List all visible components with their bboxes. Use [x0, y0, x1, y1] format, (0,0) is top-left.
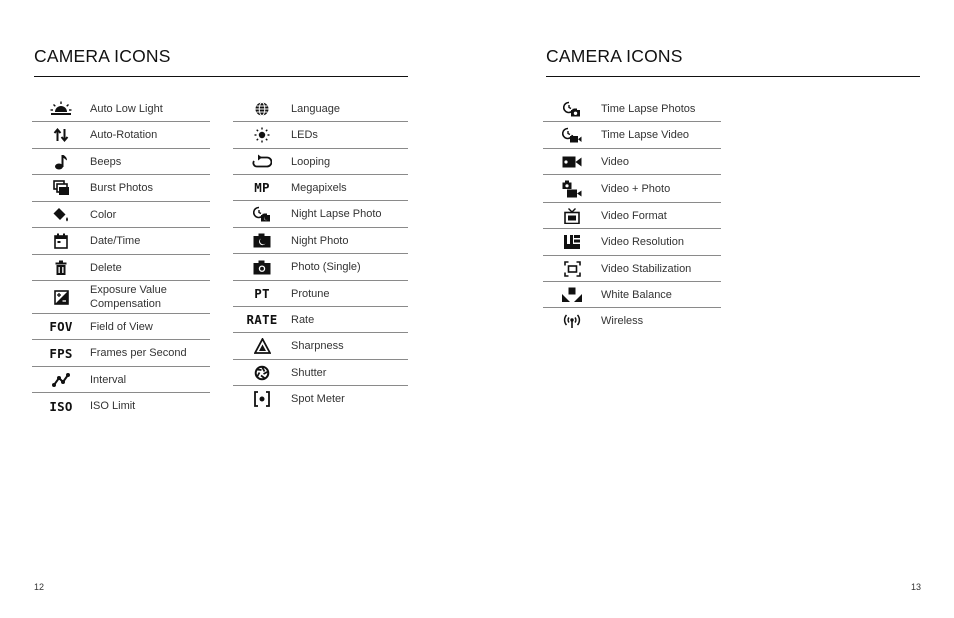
icon-list-item	[233, 360, 408, 386]
icon-list-column-2	[233, 96, 408, 412]
megapixels-icon	[233, 180, 291, 195]
icon-label: Night Photo	[291, 234, 349, 247]
icon-list-item	[233, 96, 408, 122]
icon-label: ISO Limit	[90, 400, 136, 412]
icon-label: Date/Time	[90, 235, 141, 247]
spot-meter-icon	[233, 391, 291, 407]
icon-list-item	[543, 203, 721, 229]
icon-list-item	[32, 281, 210, 314]
icon-label: Video + Photo	[601, 182, 671, 195]
icon-label: Spot Meter	[291, 393, 345, 405]
icon-glyph-text: ISO	[49, 398, 73, 414]
icon-label: Video Stabilization	[601, 262, 692, 275]
photo-single-icon	[233, 260, 291, 275]
video-format-icon	[543, 208, 601, 224]
icon-list-item	[543, 175, 721, 203]
icon-label: Time Lapse Video	[601, 129, 690, 141]
icon-list-item	[233, 254, 408, 281]
icon-label: Delete	[90, 261, 122, 274]
icon-list-item	[32, 175, 210, 202]
wireless-icon	[543, 313, 601, 329]
icon-list-item	[32, 314, 210, 340]
icon-list-item	[233, 201, 408, 228]
icon-list-column-1	[32, 96, 210, 419]
beeps-icon	[32, 154, 90, 170]
icon-label: Video Format	[601, 209, 667, 222]
icon-label: Language	[291, 102, 340, 115]
icon-label: Protune	[291, 287, 330, 300]
icon-list-item	[543, 122, 721, 149]
icon-label: Megapixels	[291, 181, 347, 194]
icon-list-item	[32, 228, 210, 255]
video-icon	[543, 155, 601, 169]
icon-list-item	[233, 281, 408, 307]
iso-icon	[32, 399, 90, 414]
icon-label: Color	[90, 208, 117, 221]
icon-list-item	[32, 255, 210, 281]
icon-list-item	[32, 367, 210, 393]
page-number-right: 13	[911, 582, 922, 592]
icon-list-item	[233, 122, 408, 149]
icon-label: Rate	[291, 313, 315, 326]
sharpness-icon	[233, 338, 291, 354]
night-photo-icon	[233, 233, 291, 248]
icon-label: Photo (Single)	[291, 261, 361, 273]
video-stabilization-icon	[543, 261, 601, 277]
auto-low-light-icon	[32, 101, 90, 117]
time-lapse-photos-icon	[543, 101, 601, 117]
rate-icon	[233, 312, 291, 327]
title-rule-right	[546, 76, 920, 77]
icon-list-item	[543, 96, 721, 122]
date-time-icon	[32, 233, 90, 249]
icon-label: Video	[601, 155, 629, 168]
icon-label: Sharpness	[291, 340, 344, 352]
icon-label: Auto Low Light	[90, 102, 163, 115]
icon-label: Night Lapse Photo	[291, 208, 382, 220]
page-title-right: CAMERA ICONS	[546, 46, 683, 66]
leds-icon	[233, 127, 291, 143]
icon-label: Exposure Value Compensation	[90, 284, 167, 310]
night-lapse-photo-icon	[233, 206, 291, 222]
icon-list-item	[233, 228, 408, 254]
icon-list-item	[32, 393, 210, 419]
icon-list-item	[32, 122, 210, 149]
icon-label: Field of View	[90, 320, 153, 333]
auto-rotation-icon	[32, 127, 90, 143]
icon-list-item	[32, 202, 210, 228]
icon-list-column-3	[543, 96, 721, 334]
icon-list-item	[32, 149, 210, 175]
icon-glyph-text: RATE	[246, 312, 278, 327]
icon-list-item	[233, 175, 408, 201]
icon-list-item	[543, 229, 721, 256]
icon-label: Video Resolution	[601, 236, 684, 248]
page-title-left: CAMERA ICONS	[34, 46, 171, 66]
page-number-left: 12	[34, 582, 45, 592]
icon-list-item	[543, 149, 721, 175]
icon-list-item	[543, 308, 721, 334]
icon-label: White Balance	[601, 288, 672, 301]
icon-list-item	[543, 256, 721, 282]
title-rule-left	[34, 76, 408, 77]
icon-glyph-text: MP	[254, 180, 270, 195]
shutter-icon	[233, 365, 291, 381]
icon-list-item	[233, 307, 408, 333]
exposure-value-icon	[32, 290, 90, 305]
icon-list-item	[32, 340, 210, 367]
icon-label: Burst Photos	[90, 182, 153, 194]
icon-label: Shutter	[291, 366, 327, 379]
time-lapse-video-icon	[543, 127, 601, 143]
looping-icon	[233, 154, 291, 170]
white-balance-icon	[543, 287, 601, 303]
fps-icon	[32, 346, 90, 361]
icon-glyph-text: FPS	[49, 345, 73, 361]
icon-list-item	[543, 282, 721, 308]
language-icon	[233, 101, 291, 117]
interval-icon	[32, 372, 90, 388]
fov-icon	[32, 319, 90, 334]
video-photo-icon	[543, 180, 601, 198]
delete-icon	[32, 260, 90, 276]
icon-label: Beeps	[90, 155, 122, 168]
icon-label: LEDs	[291, 129, 318, 141]
icon-label: Time Lapse Photos	[601, 102, 696, 115]
burst-photos-icon	[32, 180, 90, 196]
icon-label: Looping	[291, 155, 331, 168]
video-resolution-icon	[543, 234, 601, 250]
icon-list-item	[32, 96, 210, 122]
color-icon	[32, 207, 90, 223]
icon-list-item	[233, 149, 408, 175]
protune-icon	[233, 286, 291, 301]
icon-label: Frames per Second	[90, 347, 187, 359]
icon-list-item	[233, 333, 408, 360]
icon-glyph-text: PT	[254, 286, 270, 301]
icon-label: Interval	[90, 373, 127, 386]
icon-label: Wireless	[601, 315, 644, 327]
icon-label: Auto-Rotation	[90, 129, 158, 141]
icon-list-item	[233, 386, 408, 412]
icon-glyph-text: FOV	[49, 319, 73, 334]
